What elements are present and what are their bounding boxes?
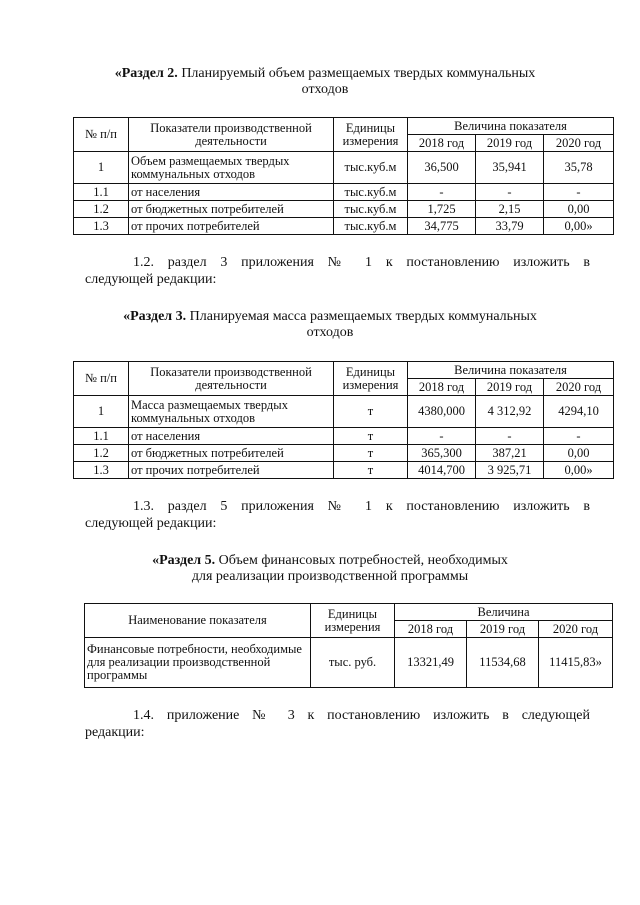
col-header-units: Единицы измерения <box>334 118 408 152</box>
row-unit: т <box>334 428 408 445</box>
row-num: 1.2 <box>74 201 129 218</box>
row-2019: 4 312,92 <box>476 396 544 428</box>
row-unit: тыс.куб.м <box>334 184 408 201</box>
row-2020: - <box>544 428 614 445</box>
row-unit: т <box>334 462 408 479</box>
col-header-2018: 2018 год <box>408 379 476 396</box>
section5-title-rest: Объем финансовых потребностей, необходимых <box>215 553 508 568</box>
table-row <box>74 152 614 184</box>
table-row <box>74 218 614 235</box>
row-2019: 3 925,71 <box>476 462 544 479</box>
row-2019: - <box>476 428 544 445</box>
row-2018: 34,775 <box>408 218 476 235</box>
section5-title <box>100 553 560 585</box>
table-row <box>74 184 614 201</box>
table-row <box>74 428 614 445</box>
row-unit: тыс.куб.м <box>334 201 408 218</box>
row-num: 1.3 <box>74 462 129 479</box>
row-2020: - <box>544 184 614 201</box>
table-row <box>85 638 613 688</box>
table-row <box>74 396 614 428</box>
col-header-2018: 2018 год <box>408 135 476 152</box>
row-num: 1.2 <box>74 445 129 462</box>
section3-title-rest: Планируемая масса размещаемых твердых коммунальных <box>186 309 537 324</box>
row-2019: 387,21 <box>476 445 544 462</box>
col-header-value: Величина показателя <box>408 118 614 135</box>
paragraph-1-3-line1: 1.3. раздел 5 приложения № 1 к постановлению изложить в <box>133 499 590 514</box>
table-row <box>74 445 614 462</box>
row-2018: 4014,700 <box>408 462 476 479</box>
row-2019: 2,15 <box>476 201 544 218</box>
col-header-value: Величина <box>395 604 613 621</box>
section3-title <box>85 309 575 341</box>
section5-title-bold: «Раздел 5. <box>152 553 216 568</box>
row-name: от прочих потребителей <box>129 462 334 479</box>
col-header-indicator: Показатели производственной деятельности <box>129 362 334 396</box>
section5-table <box>84 603 613 688</box>
row-2020: 0,00» <box>544 462 614 479</box>
row-2020: 0,00 <box>544 445 614 462</box>
row-unit: тыс.куб.м <box>334 218 408 235</box>
row-num: 1.1 <box>74 184 129 201</box>
row-2019: - <box>476 184 544 201</box>
paragraph-1-2 <box>85 254 590 271</box>
section3-title-bold: «Раздел 3. <box>123 309 187 324</box>
row-unit: т <box>334 396 408 428</box>
row-unit: тыс.куб.м <box>334 152 408 184</box>
paragraph-1-4-line2: редакции: <box>85 725 145 740</box>
row-2020: 0,00» <box>544 218 614 235</box>
row-name: от населения <box>129 184 334 201</box>
col-header-indicator: Показатели производственной деятельности <box>129 118 334 152</box>
row-2020: 4294,10 <box>544 396 614 428</box>
row-name: от бюджетных потребителей <box>129 201 334 218</box>
section2-title-rest: Планируемый объем размещаемых твердых коммунальных <box>177 66 536 81</box>
row-num: 1 <box>74 152 129 184</box>
section2-title <box>80 66 570 98</box>
section3-title-line2: отходов <box>306 325 354 340</box>
section2-title-line2: отходов <box>301 82 349 97</box>
col-header-value: Величина показателя <box>408 362 614 379</box>
table-row <box>74 201 614 218</box>
col-header-2019: 2019 год <box>476 379 544 396</box>
row-2018: - <box>408 184 476 201</box>
row-2019: 35,941 <box>476 152 544 184</box>
paragraph-1-3 <box>85 498 590 515</box>
paragraph-1-4-cont <box>85 724 590 741</box>
row-name: Финансовые потребности, необходимые для реализации производственной программы <box>85 638 311 688</box>
paragraph-1-4 <box>85 707 590 724</box>
row-2018: 4380,000 <box>408 396 476 428</box>
paragraph-1-2-line2: следующей редакции: <box>85 272 217 287</box>
row-unit: тыс. руб. <box>311 638 395 688</box>
row-num: 1.3 <box>74 218 129 235</box>
col-header-num: № п/п <box>74 118 129 152</box>
row-2020: 35,78 <box>544 152 614 184</box>
row-name: Объем размещаемых твердых коммунальных отходов <box>129 152 334 184</box>
row-2019: 11534,68 <box>467 638 539 688</box>
col-header-indicator: Наименование показателя <box>85 604 311 638</box>
row-name: от населения <box>129 428 334 445</box>
paragraph-1-2-line1: 1.2. раздел 3 приложения № 1 к постановлению изложить в <box>133 255 590 270</box>
section2-table <box>73 117 614 235</box>
col-header-2019: 2019 год <box>476 135 544 152</box>
row-num: 1.1 <box>74 428 129 445</box>
paragraph-1-3-line2: следующей редакции: <box>85 516 217 531</box>
col-header-num: № п/п <box>74 362 129 396</box>
row-2019: 33,79 <box>476 218 544 235</box>
paragraph-1-4-line1: 1.4. приложение № 3 к постановлению изложить в следующей <box>133 708 590 723</box>
col-header-units: Единицы измерения <box>334 362 408 396</box>
row-2018: 365,300 <box>408 445 476 462</box>
col-header-units: Единицы измерения <box>311 604 395 638</box>
section5-title-line2: для реализации производственной программы <box>191 569 469 584</box>
row-2018: 1,725 <box>408 201 476 218</box>
section2-title-bold: «Раздел 2. <box>114 66 178 81</box>
row-2020: 11415,83» <box>539 638 613 688</box>
col-header-2018: 2018 год <box>395 621 467 638</box>
paragraph-1-2-cont <box>85 271 590 288</box>
table-row <box>74 462 614 479</box>
row-2018: 36,500 <box>408 152 476 184</box>
col-header-2020: 2020 год <box>544 135 614 152</box>
col-header-2020: 2020 год <box>539 621 613 638</box>
row-name: от прочих потребителей <box>129 218 334 235</box>
row-2018: - <box>408 428 476 445</box>
col-header-2020: 2020 год <box>544 379 614 396</box>
section3-table <box>73 361 614 479</box>
col-header-2019: 2019 год <box>467 621 539 638</box>
row-unit: т <box>334 445 408 462</box>
row-name: от бюджетных потребителей <box>129 445 334 462</box>
paragraph-1-3-cont <box>85 515 590 532</box>
row-name: Масса размещаемых твердых коммунальных отходов <box>129 396 334 428</box>
row-2018: 13321,49 <box>395 638 467 688</box>
row-num: 1 <box>74 396 129 428</box>
row-2020: 0,00 <box>544 201 614 218</box>
